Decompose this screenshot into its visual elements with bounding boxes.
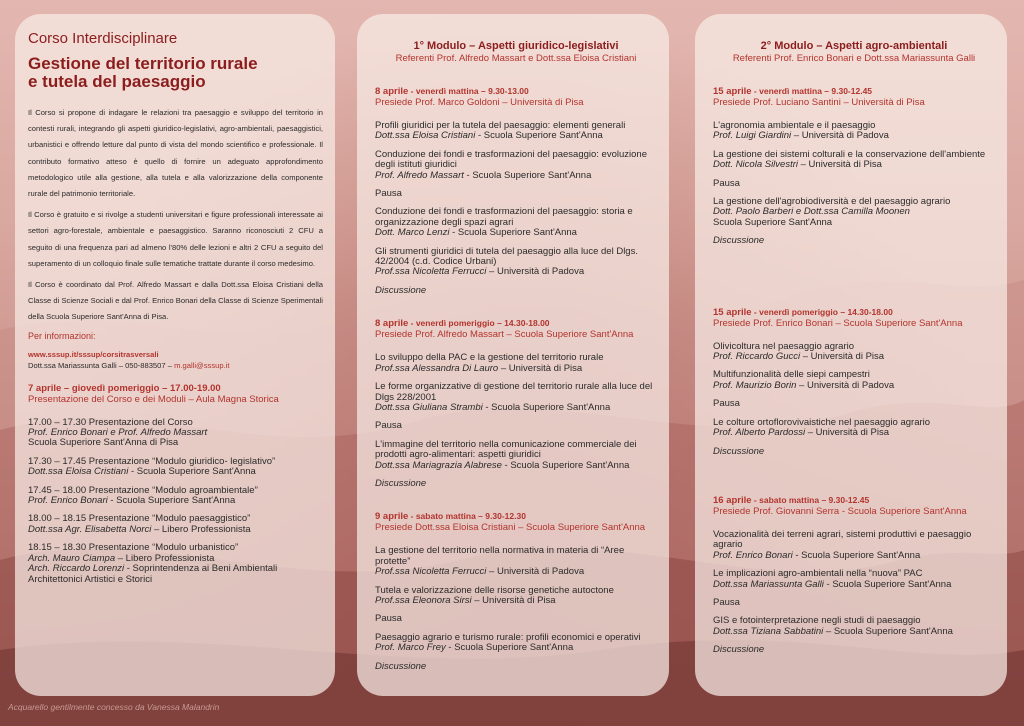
presentation-item [28, 486, 323, 507]
talk-speaker: Prof. Marco Frey [375, 642, 446, 654]
talk-item [375, 189, 657, 199]
talk-speaker: Prof. Maurizio Borin [713, 379, 797, 391]
discussion-label: Discussione [713, 644, 765, 656]
talk-title: Gli strumenti giuridici di tutela del paesaggio alla luce del Dlgs. 42/2004 (c.d. Codice Urbani) [375, 245, 638, 268]
talk-title: Pausa [713, 398, 740, 410]
session-chair: Presiede Prof. Enrico Bonari – Scuola Superiore Sant'Anna [713, 317, 963, 329]
course-title-line1: Gestione del territorio rurale [28, 54, 258, 73]
talk-item [375, 662, 657, 672]
session-date: 15 aprile [713, 306, 752, 318]
talk-org: – Università di Pisa [800, 351, 885, 363]
session-time: - sabato mattina – 9.30-12.45 [751, 494, 870, 505]
talk-org: – Università di Padova [486, 566, 585, 578]
item-org: Architettonici Artistici e Storici [28, 573, 153, 585]
talk-org: - Scuola Superiore Sant'Anna [463, 169, 592, 181]
presentation-item [28, 418, 323, 449]
talk-speaker: Dott. Marco Lenzi [375, 227, 450, 239]
session-date: 8 aprile [375, 86, 409, 97]
talk-title: Tutela e valorizzazione delle risorse genetiche autoctone [375, 584, 614, 596]
talk-org: - Scuola Superiore Sant'Anna [501, 459, 630, 471]
talk-item [713, 179, 995, 189]
talk-org: - Scuola Superiore Sant'Anna [449, 227, 577, 239]
session-head [375, 511, 657, 522]
session [713, 86, 995, 247]
talk-item [375, 207, 657, 238]
talk-item [375, 247, 657, 278]
session-head [713, 307, 995, 318]
talk-title: Lo sviluppo della PAC e la gestione del territorio rurale [375, 352, 604, 364]
talk-item [713, 121, 995, 142]
talk-title: Vocazionalità dei terreni agrari, sistemi produttivi e paesaggio agrario [713, 528, 972, 551]
presentation-session-sub: Presentazione del Corso e dei Moduli – Aula Magna Storica [28, 393, 279, 405]
contact-email[interactable]: m.galli@sssup.it [174, 360, 230, 370]
talk-org: – Università di Padova [486, 266, 585, 278]
talk-speaker: Dott.ssa Eloisa Cristiani [375, 130, 476, 142]
talk-item [375, 421, 657, 431]
item-speaker: Arch. Riccardo Lorenzi [28, 563, 125, 575]
presentation-session-head: 7 aprile – giovedì pomeriggio – 17.00-19.00 [28, 382, 221, 394]
talk-title: La gestione dei sistemi colturali e la conservazione dell'ambiente [713, 148, 986, 160]
talk-org: – Università di Pisa [471, 594, 556, 606]
talk-item [375, 633, 657, 654]
talk-title: Olivicoltura nel paesaggio agrario [713, 340, 854, 352]
talk-org: - Scuola Superiore Sant'Anna [823, 578, 952, 590]
course-title-line2: e tutela del paesaggio [28, 72, 206, 91]
talk-speaker: Prof.ssa Nicoletta Ferrucci [375, 566, 487, 578]
talk-title: Pausa [375, 613, 402, 625]
talk-title: Pausa [713, 177, 740, 189]
talk-org: Scuola Superiore Sant'Anna [713, 216, 833, 228]
talk-speaker: Prof. Alberto Pardossi [713, 427, 806, 439]
talk-speaker: Prof. Riccardo Gucci [713, 351, 801, 363]
talk-item [713, 569, 995, 590]
talk-title: GIS e fotointerpretazione negli studi di paesaggio [713, 615, 921, 627]
course-title [28, 55, 323, 91]
contact-line [28, 360, 323, 371]
discussion-label: Discussione [375, 660, 427, 672]
talk-item [375, 546, 657, 577]
talk-item [713, 447, 995, 457]
session-time: - venerdì pomeriggio – 14.30-18.00 [408, 318, 550, 329]
talk-item [713, 418, 995, 439]
session-head [375, 318, 657, 329]
info-link[interactable]: www.sssup.it/sssup/corsitrasversali [28, 349, 159, 359]
talk-item [713, 342, 995, 363]
talk-item [713, 530, 995, 561]
talk-item [375, 150, 657, 181]
talk-title: L'immagine del territorio nella comunicazione commerciale dei prodotti agro-alimentari: aspetti giuridici [375, 438, 637, 461]
talk-speaker: Prof.ssa Alessandra Di Lauro [375, 362, 499, 374]
item-time: 17.00 – 17.30 Presentazione del Corso [28, 416, 193, 428]
item-speaker: Dott.ssa Agr. Elisabetta Norci [28, 523, 152, 535]
talk-title: La gestione del territorio nella normativa in materia di “Aree protette” [375, 545, 625, 567]
session-chair: Presiede Prof. Giovanni Serra - Scuola Superiore Sant'Anna [713, 505, 967, 517]
intro-panel [15, 14, 335, 696]
discussion-label: Discussione [375, 284, 427, 296]
talk-speaker: Dott. Paolo Barberi e Dott.ssa Camilla Moonen [713, 206, 910, 218]
item-org: - Scuola Superiore Sant'Anna [128, 466, 256, 478]
talk-org: - Scuola Superiore Sant'Anna [475, 130, 603, 142]
discussion-label: Discussione [713, 445, 765, 457]
session-time: - venerdì pomeriggio – 14.30-18.00 [751, 306, 893, 317]
module2-referents: Referenti Prof. Enrico Bonari e Dott.ssa Mariassunta Galli [732, 53, 976, 64]
item-org: – Libero Professionista [115, 552, 215, 564]
talk-item [713, 197, 995, 228]
module1-referents: Referenti Prof. Alfredo Massart e Dott.ssa Eloisa Cristiani [395, 53, 637, 64]
item-org: - Scuola Superiore Sant'Anna [107, 495, 236, 507]
item-time: 18.15 – 18.30 Presentazione “Modulo urbanistico” [28, 542, 239, 554]
talk-item [713, 399, 995, 409]
talk-title: Pausa [713, 596, 740, 608]
talk-title: Conduzione dei fondi e trasformazioni del paesaggio: evoluzione degli istituti giuridici [375, 148, 647, 171]
talk-speaker: Prof. Luigi Giardini [713, 130, 792, 142]
info-label: Per informazioni: [28, 330, 96, 341]
session-date: 9 aprile [375, 511, 409, 523]
talk-org: – Università di Padova [796, 379, 895, 391]
talk-title: Le implicazioni agro-ambientali nella “nuova” PAC [713, 568, 923, 580]
module2-panel [695, 14, 1007, 696]
talk-item [713, 598, 995, 608]
session-head [713, 495, 995, 506]
session-head [713, 86, 995, 97]
talk-org: – Scuola Superiore Sant'Anna [823, 625, 953, 637]
course-subtitle: Corso Interdisciplinare [28, 30, 178, 47]
talk-title: Le colture ortoflorovivaistiche nel paesaggio agrario [713, 416, 931, 428]
session-time: - sabato mattina – 9.30-12.30 [408, 511, 526, 522]
module1-title: 1° Modulo – Aspetti giuridico-legislativi [413, 40, 619, 52]
session-date: 8 aprile [375, 318, 409, 330]
talk-item [375, 382, 657, 413]
talk-title: Le forme organizzative di gestione del territorio rurale alla luce del Dlgs 228/2001 [375, 381, 653, 403]
item-org: - Soprintendenza ai Beni Ambientali [124, 563, 278, 575]
item-org: – Libero Professionista [151, 523, 251, 535]
session [713, 307, 995, 457]
presentation-item [28, 514, 323, 535]
session [375, 511, 657, 672]
talk-item [375, 286, 657, 296]
coordinators-paragraph: Il Corso è coordinato dal Prof. Alfredo Massart e dalla Dott.ssa Eloisa Cristiani della Classe di Scienze Sociali e dal Prof. Enrico Bonari della Classe di Scienze Sperimentali della Scuola Superiore Sant'Anna di Pisa. [28, 280, 323, 322]
presentation-item [28, 543, 323, 585]
item-time: 18.00 – 18.15 Presentazione “Modulo paesaggistico” [28, 513, 251, 525]
talk-title: Pausa [375, 188, 402, 200]
talk-item [375, 440, 657, 471]
talk-speaker: Prof.ssa Nicoletta Ferrucci [375, 266, 487, 278]
talk-title: Paesaggio agrario e turismo rurale: profili economici e operativi [375, 631, 641, 643]
talk-org: - Scuola Superiore Sant'Anna [792, 549, 921, 561]
talk-speaker: Dott.ssa Giuliana Strambi [375, 401, 483, 413]
talk-item [375, 614, 657, 624]
talk-title: L'agronomia ambientale e il paesaggio [713, 120, 876, 131]
talk-item [713, 236, 995, 246]
talk-item [713, 370, 995, 391]
session [713, 495, 995, 656]
talk-speaker: Dott.ssa Mariagrazia Alabrese [375, 459, 502, 471]
talk-item [375, 479, 657, 489]
talk-speaker: Dott.ssa Tiziana Sabbatini [713, 625, 824, 637]
talk-item [713, 645, 995, 655]
item-speaker: Dott.ssa Eloisa Cristiani [28, 466, 129, 478]
talk-item [713, 150, 995, 171]
session-chair: Presiede Dott.ssa Eloisa Cristiani – Scuola Superiore Sant'Anna [375, 522, 646, 534]
talk-title: La gestione dell'agrobiodiversità e del paesaggio agrario [713, 196, 951, 208]
session-chair: Presiede Prof. Luciano Santini – Università di Pisa [713, 97, 925, 108]
talk-org: – Università di Pisa [498, 362, 583, 374]
item-time: 17.30 – 17.45 Presentazione “Modulo giuridico- legislativo” [28, 455, 276, 467]
session-chair: Presiede Prof. Alfredo Massart – Scuola Superiore Sant'Anna [375, 329, 634, 341]
session-head [375, 86, 657, 97]
item-speaker: Prof. Enrico Bonari e Prof. Alfredo Massart [28, 427, 208, 439]
image-credit: Acquarello gentilmente concesso da Vanessa Malandrin [8, 702, 220, 712]
talk-title: Profili giuridici per la tutela del paesaggio: elementi generali [375, 120, 626, 131]
item-time: 17.45 – 18.00 Presentazione “Modulo agroambientale” [28, 484, 258, 496]
contact-name: Dott.ssa Mariassunta Galli – 050-883507 – [28, 360, 172, 370]
talk-speaker: Prof.ssa Eleonora Sirsi [375, 594, 472, 606]
intro-paragraph: Il Corso si propone di indagare le relazioni tra paesaggio e sviluppo del territorio in contesti rurali, integrando gli aspetti giuridico-legislativi, agro-ambientali, paesaggistici, urbanistici e offrendo letture dal punto di vista del mondo scientifico e professionale. Il contributo formativo atteso è quello di fornire un adeguato approfondimento metodologico utile alla gestione, alla tutela e alla valorizzazione della componente rurale del patrimonio territoriale. [28, 108, 323, 199]
talk-title: Pausa [375, 420, 402, 432]
talk-title: Multifunzionalità delle siepi campestri [713, 369, 870, 381]
talk-org: - Scuola Superiore Sant'Anna [445, 642, 574, 654]
session-time: - venerdì mattina – 9.30-12.45 [751, 86, 873, 96]
talk-org: - Scuola Superiore Sant'Anna [482, 401, 611, 413]
talk-org: – Università di Padova [791, 130, 889, 142]
eligibility-paragraph: Il Corso è gratuito e si rivolge a studenti universitari e figure professionali interessate ai settori agro-forestale, ambientale e paesaggistico. Saranno riconosciuti 2 CFU a seguito di una frequenza pari ad almeno l'80% delle lezioni e altri 2 CFU a seguito del superamento di un colloquio finale sulle tematiche trattate durante il corso medesimo. [28, 210, 323, 268]
session-chair: Presiede Prof. Marco Goldoni – Università di Pisa [375, 97, 584, 108]
module1-panel [357, 14, 669, 696]
talk-title: Conduzione dei fondi e trasformazioni del paesaggio: storia e organizzazione degli spazi agrari [375, 206, 633, 228]
session-date: 15 aprile [713, 86, 752, 97]
session-time: - venerdì mattina – 9.30-13.00 [408, 86, 529, 96]
item-speaker: Prof. Enrico Bonari [28, 495, 108, 507]
talk-speaker: Prof. Alfredo Massart [375, 169, 464, 181]
item-speaker: Arch. Mauro Ciampa [28, 552, 116, 564]
talk-org: – Università di Pisa [805, 427, 890, 439]
item-org: Scuola Superiore Sant'Anna di Pisa [28, 437, 179, 449]
talk-item [375, 121, 657, 142]
discussion-label: Discussione [713, 235, 765, 247]
session [375, 318, 657, 489]
session [375, 86, 657, 296]
presentation-item [28, 457, 323, 478]
talk-speaker: Dott. Nicola Silvestri [713, 159, 798, 171]
talk-item [375, 586, 657, 607]
module2-title: 2° Modulo – Aspetti agro-ambientali [760, 40, 948, 52]
discussion-label: Discussione [375, 477, 427, 489]
talk-speaker: Dott.ssa Mariassunta Galli [713, 578, 824, 590]
talk-item [713, 616, 995, 637]
talk-item [375, 353, 657, 374]
session-date: 16 aprile [713, 494, 752, 506]
talk-org: – Università di Pisa [798, 159, 882, 171]
talk-speaker: Prof. Enrico Bonari [713, 549, 793, 561]
